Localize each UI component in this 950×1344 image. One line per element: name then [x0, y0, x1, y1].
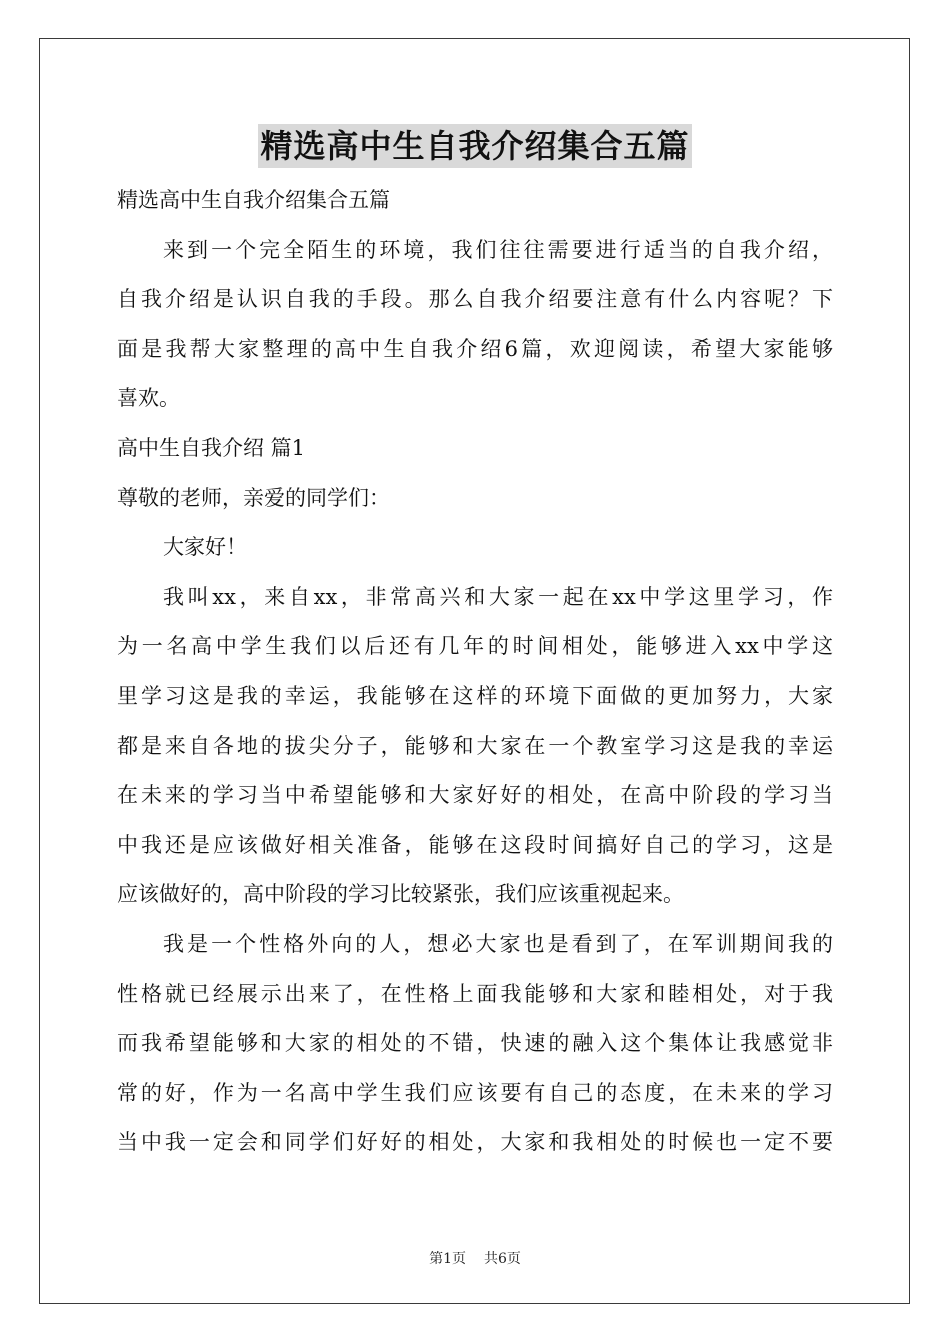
text-line: 常的好，作为一名高中学生我们应该要有自己的态度，在未来的学习 — [117, 1080, 833, 1105]
text-line: 高中生自我介绍 篇1 — [117, 435, 306, 460]
text-line: 自我介绍是认识自我的手段。那么自我介绍要注意有什么内容呢？下 — [117, 287, 833, 312]
text-line: 我是一个性格外向的人，想必大家也是看到了，在军训期间我的 — [163, 931, 833, 956]
text-line: 大家好！ — [163, 535, 247, 560]
text-line: 精选高中生自我介绍集合五篇 — [117, 188, 390, 212]
text-line: 为一名高中学生我们以后还有几年的时间相处，能够进入xx中学这 — [117, 634, 833, 659]
text-line: 我叫xx，来自xx，非常高兴和大家一起在xx中学这里学习，作 — [163, 584, 833, 609]
text-line: 面是我帮大家整理的高中生自我介绍6篇，欢迎阅读，希望大家能够 — [117, 336, 833, 361]
page-footer — [0, 1248, 950, 1268]
page-number: 第1页 — [429, 1251, 466, 1267]
document-title: 精选高中生自我介绍集合五篇 — [258, 124, 691, 168]
page-total: 共6页 — [484, 1251, 521, 1267]
text-line: 喜欢。 — [117, 386, 180, 411]
text-line: 在未来的学习当中希望能够和大家好好的相处，在高中阶段的学习当 — [117, 783, 833, 808]
text-line: 尊敬的老师，亲爱的同学们： — [117, 485, 390, 510]
text-line: 中我还是应该做好相关准备，能够在这段时间搞好自己的学习，这是 — [117, 832, 833, 857]
text-line: 都是来自各地的拔尖分子，能够和大家在一个教室学习这是我的幸运 — [117, 733, 833, 758]
document-body — [117, 176, 833, 1168]
text-line: 而我希望能够和大家的相处的不错，快速的融入这个集体让我感觉非 — [117, 1031, 833, 1056]
text-line: 应该做好的，高中阶段的学习比较紧张，我们应该重视起来。 — [117, 882, 684, 907]
title-area — [0, 124, 950, 168]
text-line: 当中我一定会和同学们好好的相处，大家和我相处的时候也一定不要 — [117, 1130, 833, 1155]
text-line: 性格就已经展示出来了，在性格上面我能够和大家和睦相处，对于我 — [117, 981, 833, 1006]
text-line: 里学习这是我的幸运，我能够在这样的环境下面做的更加努力，大家 — [117, 683, 833, 708]
text-line: 来到一个完全陌生的环境，我们往往需要进行适当的自我介绍， — [163, 237, 833, 262]
